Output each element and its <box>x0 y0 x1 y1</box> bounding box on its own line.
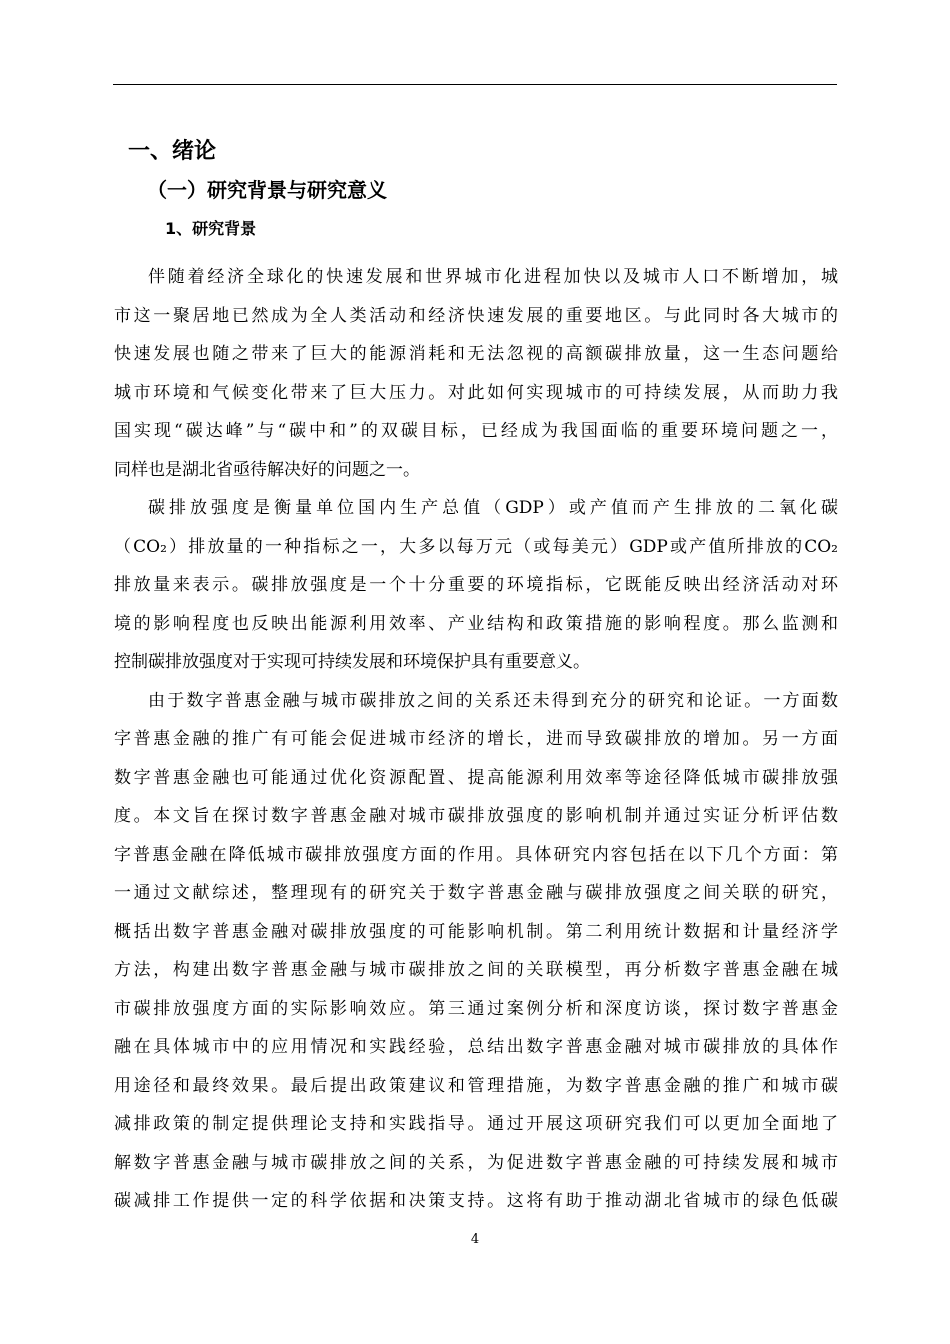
subsubsection-heading: 1、研究背景 <box>165 219 257 238</box>
text-line: 字普惠金融的推广有可能会促进城市经济的增长，进而导致碳排放的增加。另一方面 <box>114 729 838 749</box>
header-rule <box>113 84 837 85</box>
text-line: 用途径和最终效果。最后提出政策建议和管理措施，为数字普惠金融的推广和城市碳 <box>114 1075 838 1096</box>
text-line: 碳排放强度是衡量单位国内生产总值（GDP）或产值而产生排放的二氧化碳 <box>148 498 838 518</box>
text-line: 排放量来表示。碳排放强度是一个十分重要的环境指标，它既能反映出经济活动对环 <box>114 575 838 595</box>
text-line: 解数字普惠金融与城市碳排放之间的关系，为促进数字普惠金融的可持续发展和城市 <box>114 1152 838 1173</box>
text-line: 市这一聚居地已然成为全人类活动和经济快速发展的重要地区。与此同时各大城市的 <box>114 305 838 326</box>
text-line: 国实现“碳达峰”与“碳中和”的双碳目标，已经成为我国面临的重要环境问题之一， <box>114 421 838 441</box>
text-line: 减排政策的制定提供理论支持和实践指导。通过开展这项研究我们可以更加全面地了 <box>114 1114 838 1134</box>
text-line: 城市环境和气候变化带来了巨大压力。对此如何实现城市的可持续发展，从而助力我 <box>114 382 838 403</box>
text-line: 同样也是湖北省亟待解决好的问题之一。 <box>114 459 420 480</box>
paragraph <box>114 258 838 489</box>
text-line: 由于数字普惠金融与城市碳排放之间的关系还未得到充分的研究和论证。一方面数 <box>148 690 838 711</box>
text-line: 度。本文旨在探讨数字普惠金融对城市碳排放强度的影响机制并通过实证分析评估数 <box>114 806 838 826</box>
body-text <box>114 258 838 1221</box>
paragraph <box>114 682 838 1221</box>
text-line: 数字普惠金融也可能通过优化资源配置、提高能源利用效率等途径降低城市碳排放强 <box>114 767 838 788</box>
text-line: 融在具体城市中的应用情况和实践经验，总结出数字普惠金融对城市碳排放的具体作 <box>114 1037 838 1057</box>
text-line: 方法，构建出数字普惠金融与城市碳排放之间的关联模型，再分析数字普惠金融在城 <box>114 960 838 980</box>
section-heading: 一、绪论 <box>128 139 217 164</box>
text-line: 一通过文献综述，整理现有的研究关于数字普惠金融与碳排放强度之间关联的研究， <box>114 883 838 903</box>
page-number: 4 <box>470 1232 480 1247</box>
text-line: （CO₂）排放量的一种指标之一，大多以每万元（或每美元）GDP或产值所排放的CO₂ <box>114 536 838 557</box>
text-line: 控制碳排放强度对于实现可持续发展和环境保护具有重要意义。 <box>114 652 590 672</box>
text-line: 字普惠金融在降低城市碳排放强度方面的作用。具体研究内容包括在以下几个方面：第 <box>114 844 838 865</box>
text-line: 概括出数字普惠金融对碳排放强度的可能影响机制。第二利用统计数据和计量经济学 <box>114 921 838 942</box>
text-line: 市碳排放强度方面的实际影响效应。第三通过案例分析和深度访谈，探讨数字普惠金 <box>114 998 838 1019</box>
text-line: 快速发展也随之带来了巨大的能源消耗和无法忽视的高额碳排放量，这一生态问题给 <box>114 344 838 364</box>
text-line: 境的影响程度也反映出能源利用效率、产业结构和政策措施的影响程度。那么监测和 <box>114 613 838 634</box>
text-line: 碳减排工作提供一定的科学依据和决策支持。这将有助于推动湖北省城市的绿色低碳 <box>114 1191 838 1211</box>
subsection-heading: （一）研究背景与研究意义 <box>147 178 387 202</box>
paragraph <box>114 489 838 682</box>
text-line: 伴随着经济全球化的快速发展和世界城市化进程加快以及城市人口不断增加，城 <box>148 267 838 287</box>
